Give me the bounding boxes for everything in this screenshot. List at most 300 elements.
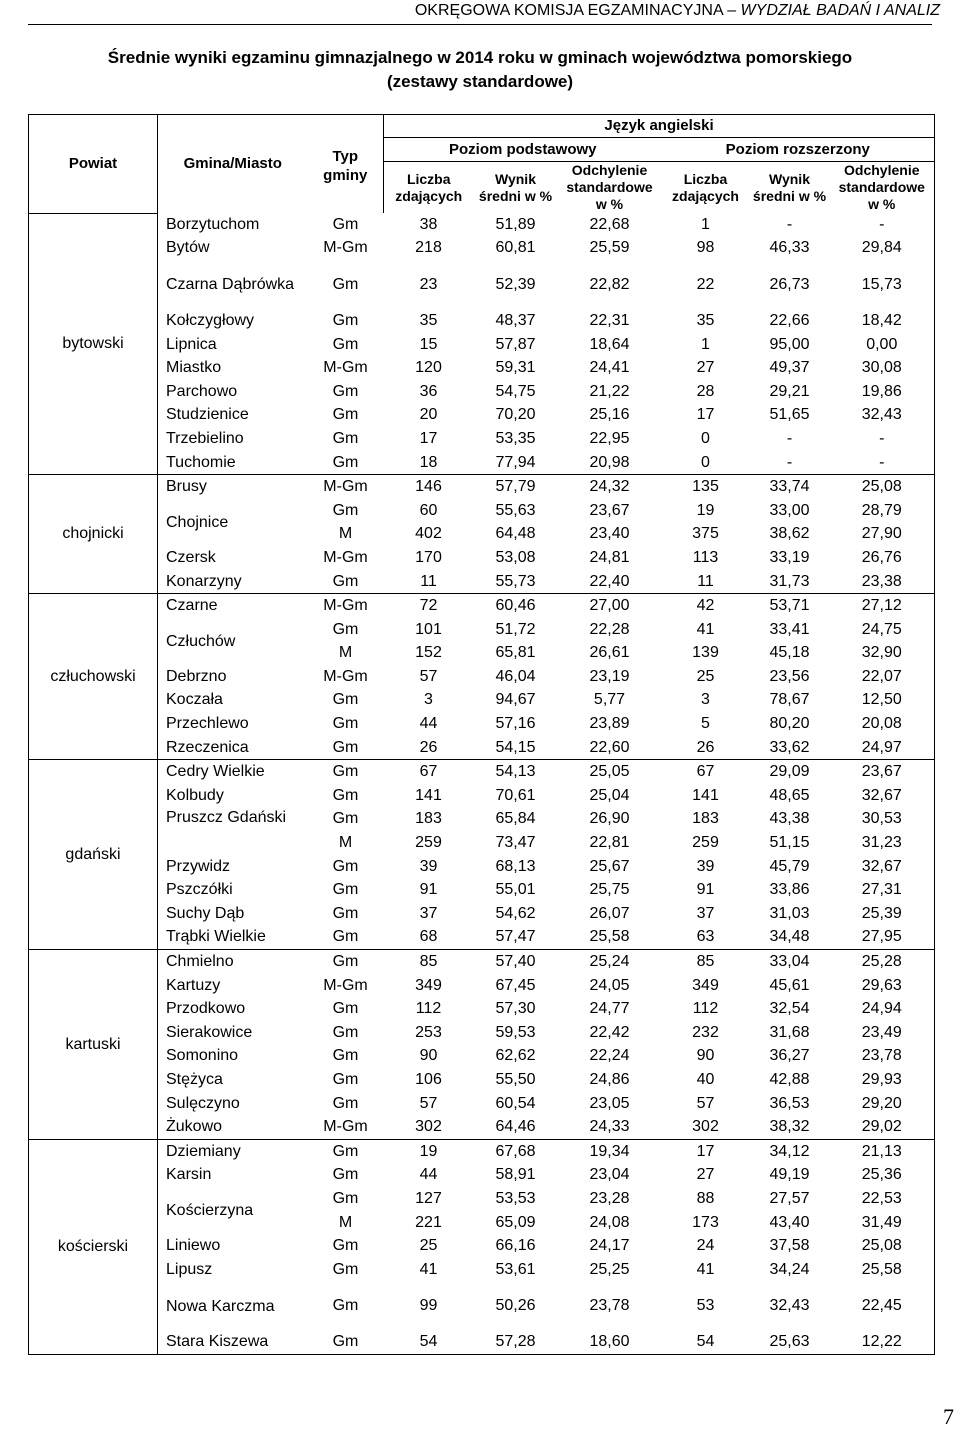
value-cell: 22,66 [769, 311, 810, 329]
value-cell: 27,12 [830, 594, 935, 618]
value-cell: 25,24 [589, 953, 630, 971]
powiat-cell: chojnicki [29, 475, 158, 594]
value-cell: 27,00 [589, 597, 630, 615]
value-cell: 23,89 [589, 715, 630, 733]
header-rule [28, 24, 932, 25]
value-cell: 23,05 [589, 1094, 630, 1112]
gmina-cell: Karsin [158, 1164, 308, 1188]
table-row [29, 736, 935, 760]
value-cell: 51,89 [495, 215, 536, 233]
typ-cell: M-Gm [323, 597, 368, 615]
value-cell: 32,43 [830, 404, 935, 428]
value-cell: 33,62 [750, 736, 830, 760]
typ-cell: Gm [332, 1070, 359, 1088]
typ-cell: Gm [332, 311, 359, 329]
table-head [29, 115, 935, 214]
value-cell: 65,84 [495, 810, 536, 828]
gmina-cell: Trąbki Wielkie [158, 926, 308, 950]
value-cell: 11 [662, 570, 750, 594]
value-cell: 22,95 [589, 429, 630, 447]
value-cell: 41 [696, 620, 715, 638]
typ-cell: Gm [332, 501, 359, 519]
value-cell: 23,78 [589, 1297, 630, 1315]
gmina-cell: Brusy [158, 475, 308, 499]
value-cell: 27,57 [769, 1189, 810, 1207]
value-cell: 19 [696, 501, 715, 519]
value-cell: 50,26 [495, 1297, 536, 1315]
value-cell: 51,65 [769, 406, 810, 424]
value-cell: 3 [701, 691, 710, 709]
value-cell: 60,46 [495, 597, 536, 615]
typ-cell: M [338, 644, 353, 662]
value-cell: 26,07 [589, 904, 630, 922]
gmina-cell: Bytów [158, 237, 308, 261]
value-cell: 64,48 [495, 525, 536, 543]
value-cell: 24,33 [558, 1115, 662, 1139]
value-cell: 35 [419, 311, 438, 329]
value-cell: 57,30 [495, 1000, 536, 1018]
gmina-cell: Tuchomie [158, 451, 308, 475]
typ-cell: M-Gm [308, 1115, 384, 1139]
value-cell: 20,98 [558, 451, 662, 475]
col-ext-count: Liczba zdających [672, 170, 739, 204]
typ-cell: Gm [308, 570, 384, 594]
col-basic-mean: Wynik średni w % [478, 170, 553, 204]
value-cell: 91 [419, 881, 438, 899]
gmina-cell: Koczała [158, 689, 308, 713]
gmina-cell: Przywidz [158, 855, 308, 879]
value-cell: 29,21 [769, 382, 810, 400]
table-row [29, 689, 935, 713]
value-cell: 51,15 [769, 834, 810, 852]
typ-cell: M-Gm [323, 239, 368, 257]
value-cell: 17 [696, 406, 715, 424]
typ-cell: Gm [332, 1023, 359, 1041]
value-cell: - [786, 429, 793, 447]
value-cell: 22,45 [830, 1282, 935, 1331]
table-row [29, 237, 935, 261]
value-cell: 34,24 [769, 1260, 810, 1278]
value-cell: 66,16 [495, 1237, 536, 1255]
value-cell: 183 [415, 810, 442, 828]
typ-cell: Gm [332, 1142, 359, 1160]
typ-cell: Gm [332, 857, 359, 875]
value-cell: 38 [419, 215, 438, 233]
table-row [29, 213, 935, 237]
typ-cell: Gm [332, 275, 359, 293]
value-cell: 33,04 [769, 953, 810, 971]
col-gmina: Gmina/Miasto [158, 115, 308, 214]
typ-cell: Gm [332, 406, 359, 424]
value-cell: 57,79 [495, 478, 536, 496]
value-cell: 27 [696, 1166, 715, 1184]
gmina-cell: Przodkowo [158, 997, 308, 1021]
value-cell: 23,04 [589, 1166, 630, 1184]
page-number: 7 [943, 1404, 954, 1429]
table-row [29, 404, 935, 428]
value-cell: 65,09 [495, 1213, 536, 1231]
value-cell: 70,20 [495, 406, 536, 424]
value-cell: 67 [696, 763, 715, 781]
header-dept: WYDZIAŁ BADAŃ I ANALIZ [740, 2, 940, 19]
value-cell: 18,42 [830, 309, 935, 333]
value-cell: 24,86 [589, 1070, 630, 1088]
value-cell: 41 [696, 1260, 715, 1278]
gmina-cell: Przechlewo [158, 712, 308, 736]
value-cell: 43,40 [769, 1213, 810, 1231]
value-cell: 19 [419, 1142, 438, 1160]
value-cell: 21,22 [589, 382, 630, 400]
value-cell: 25,05 [589, 763, 630, 781]
value-cell: 27,90 [830, 523, 935, 547]
typ-cell: M-Gm [323, 359, 368, 377]
gmina-cell: Trzebielino [158, 427, 308, 451]
col-ext-sd: Odchylenie standardowe w % [830, 162, 935, 214]
value-cell: 68,13 [495, 857, 536, 875]
value-cell: 112 [415, 1000, 442, 1018]
value-cell: 24,75 [830, 618, 935, 642]
value-cell: 18,60 [558, 1331, 662, 1355]
table-row [29, 808, 935, 832]
table-row [29, 309, 935, 333]
value-cell: 60,54 [495, 1094, 536, 1112]
value-cell: 25,59 [589, 239, 630, 257]
value-cell: - [830, 213, 935, 237]
value-cell: 25,67 [589, 857, 630, 875]
value-cell: 27,31 [830, 878, 935, 902]
table-row [29, 333, 935, 357]
table-row [29, 1115, 935, 1139]
value-cell: 24,94 [830, 997, 935, 1021]
value-cell: 37 [419, 904, 438, 922]
value-cell: 146 [415, 478, 442, 496]
value-cell: 112 [692, 1000, 719, 1018]
value-cell: 22,42 [589, 1023, 630, 1041]
value-cell: 67,68 [495, 1142, 536, 1160]
value-cell: 95,00 [769, 335, 810, 353]
value-cell: 127 [415, 1189, 442, 1207]
powiat-cell: kartuski [29, 950, 158, 1140]
typ-cell: Gm [332, 429, 359, 447]
value-cell: 24,32 [589, 478, 630, 496]
gmina-cell: Nowa Karczma [158, 1282, 308, 1331]
value-cell: 57,16 [495, 715, 536, 733]
gmina-cell: Borzytuchom [158, 213, 308, 237]
value-cell: 23,28 [589, 1189, 630, 1207]
value-cell: 45,61 [769, 976, 810, 994]
value-cell: 20 [419, 406, 438, 424]
value-cell: 55,63 [495, 501, 536, 519]
table-body [29, 213, 935, 1355]
gmina-cell: Somonino [158, 1045, 308, 1069]
value-cell: 59,53 [495, 1023, 536, 1041]
value-cell: 24,05 [589, 976, 630, 994]
value-cell: 106 [415, 1070, 442, 1088]
table-row [29, 427, 935, 451]
value-cell: 15 [419, 335, 438, 353]
value-cell: 25 [696, 667, 715, 685]
value-cell: 57 [419, 1094, 438, 1112]
value-cell: 22,24 [589, 1047, 630, 1065]
value-cell: 54 [384, 1331, 474, 1355]
value-cell: 18,64 [589, 335, 630, 353]
value-cell: 33,00 [769, 501, 810, 519]
value-cell: 25,08 [830, 1234, 935, 1258]
value-cell: 18 [384, 451, 474, 475]
value-cell: 23,40 [589, 525, 630, 543]
value-cell: 34,48 [750, 926, 830, 950]
value-cell: 1 [701, 335, 710, 353]
value-cell: 29,02 [830, 1115, 935, 1139]
typ-cell: Gm [332, 215, 359, 233]
value-cell: 33,86 [769, 881, 810, 899]
value-cell: 17 [419, 429, 438, 447]
value-cell: 22,40 [558, 570, 662, 594]
value-cell: 21,13 [830, 1139, 935, 1163]
value-cell: 23,49 [830, 1021, 935, 1045]
value-cell: 12,22 [830, 1331, 935, 1355]
value-cell: 101 [415, 620, 442, 638]
gmina-cell: Czarne [158, 594, 308, 618]
gmina-cell: Chmielno [158, 950, 308, 974]
value-cell: 38,62 [769, 525, 810, 543]
value-cell: 31,23 [830, 831, 935, 855]
value-cell: 62,62 [495, 1047, 536, 1065]
value-cell: 349 [415, 976, 442, 994]
value-cell: 91 [696, 881, 715, 899]
value-cell: 25,36 [830, 1164, 935, 1188]
table-row [29, 546, 935, 570]
value-cell: 221 [415, 1213, 442, 1231]
value-cell: 49,19 [769, 1166, 810, 1184]
table-row [29, 1164, 935, 1188]
table-row [29, 451, 935, 475]
table-row [29, 594, 935, 618]
value-cell: 22,68 [589, 215, 630, 233]
value-cell: 42 [696, 597, 715, 615]
value-cell: 11 [384, 570, 474, 594]
value-cell: 39 [419, 857, 438, 875]
value-cell: 36 [419, 382, 438, 400]
typ-cell: Gm [332, 904, 359, 922]
value-cell: 33,74 [769, 478, 810, 496]
gmina-cell: Studzienice [158, 404, 308, 428]
value-cell: 48,37 [495, 311, 536, 329]
gmina-cell: Lipnica [158, 333, 308, 357]
value-cell: 65,81 [495, 644, 536, 662]
value-cell: 141 [692, 786, 719, 804]
value-cell: 88 [696, 1189, 715, 1207]
gmina-cell: Cedry Wielkie [158, 760, 308, 784]
value-cell: 98 [696, 239, 715, 257]
value-cell: 218 [415, 239, 442, 257]
value-cell: 24 [696, 1237, 715, 1255]
value-cell: 22 [696, 275, 715, 293]
value-cell: 42,88 [769, 1070, 810, 1088]
powiat-cell: człuchowski [29, 594, 158, 760]
value-cell: 141 [415, 786, 442, 804]
value-cell: 253 [415, 1023, 442, 1041]
value-cell: 29,63 [830, 974, 935, 998]
value-cell: 57 [696, 1094, 715, 1112]
value-cell: 53,71 [769, 597, 810, 615]
table-row [29, 974, 935, 998]
value-cell: 5,77 [593, 691, 626, 709]
table-row [29, 1234, 935, 1258]
results-table [28, 114, 935, 1355]
value-cell: 0 [662, 451, 750, 475]
typ-cell: Gm [332, 715, 359, 733]
gmina-cell: Kościerzyna [158, 1187, 308, 1234]
typ-cell: M [338, 525, 353, 543]
value-cell: 232 [692, 1023, 719, 1041]
col-basic-sd: Odchylenie standardowe w % [566, 162, 653, 212]
value-cell: 23,67 [830, 760, 935, 784]
value-cell: 25,16 [589, 406, 630, 424]
value-cell: 44 [419, 715, 438, 733]
gmina-cell: Pruszcz Gdański [158, 808, 308, 855]
document-title [0, 46, 960, 94]
gmina-cell: Konarzyny [158, 570, 308, 594]
value-cell: 36,27 [769, 1047, 810, 1065]
table-row [29, 950, 935, 974]
col-subject: Język angielski [384, 115, 935, 138]
table-row [29, 997, 935, 1021]
gmina-cell: Sulęczyno [158, 1092, 308, 1116]
gmina-cell: Lipusz [158, 1258, 308, 1282]
typ-cell: Gm [332, 881, 359, 899]
value-cell: 53,53 [495, 1189, 536, 1207]
value-cell: 17 [696, 1142, 715, 1160]
value-cell: 29,20 [830, 1092, 935, 1116]
page-header [415, 2, 940, 20]
value-cell: 0 [701, 429, 710, 447]
value-cell: 70,61 [495, 786, 536, 804]
value-cell: 15,73 [830, 260, 935, 309]
table-row [29, 570, 935, 594]
gmina-cell: Rzeczenica [158, 736, 308, 760]
value-cell: 23,56 [769, 667, 810, 685]
value-cell: 53,61 [495, 1260, 536, 1278]
value-cell: 32,67 [830, 784, 935, 808]
value-cell: 302 [662, 1115, 750, 1139]
table-row [29, 1139, 935, 1163]
value-cell: 28,79 [830, 499, 935, 523]
value-cell: 29,93 [830, 1068, 935, 1092]
value-cell: 77,94 [474, 451, 558, 475]
value-cell: 259 [692, 834, 719, 852]
value-cell: 27,95 [830, 926, 935, 950]
value-cell: 30,08 [830, 356, 935, 380]
table-row [29, 784, 935, 808]
value-cell: 25 [419, 1237, 438, 1255]
gmina-cell: Czersk [158, 546, 308, 570]
gmina-cell: Sierakowice [158, 1021, 308, 1045]
value-cell: 139 [692, 644, 719, 662]
value-cell: 259 [415, 834, 442, 852]
value-cell: 26,90 [589, 810, 630, 828]
value-cell: 183 [692, 810, 719, 828]
value-cell: 44 [419, 1166, 438, 1184]
value-cell: 26 [384, 736, 474, 760]
value-cell: 53,35 [495, 429, 536, 447]
value-cell: 22,53 [830, 1187, 935, 1211]
value-cell: 19,86 [830, 380, 935, 404]
value-cell: 67,45 [495, 976, 536, 994]
table-row [29, 1331, 935, 1355]
value-cell: 32,54 [769, 1000, 810, 1018]
typ-cell: Gm [332, 1297, 359, 1315]
table-row [29, 499, 935, 523]
gmina-cell: Pszczółki [158, 878, 308, 902]
typ-cell: Gm [332, 620, 359, 638]
value-cell: 99 [419, 1297, 438, 1315]
title-line-2: (zestawy standardowe) [386, 72, 574, 91]
value-cell: 72 [419, 597, 438, 615]
value-cell: 24,17 [589, 1237, 630, 1255]
value-cell: 51,72 [495, 620, 536, 638]
value-cell: 90 [419, 1047, 438, 1065]
table-row [29, 878, 935, 902]
gmina-cell: Stężyca [158, 1068, 308, 1092]
typ-cell: M [338, 834, 353, 852]
value-cell: 57,47 [474, 926, 558, 950]
typ-cell: Gm [332, 1189, 359, 1207]
value-cell: 80,20 [769, 715, 810, 733]
value-cell: 25,28 [830, 950, 935, 974]
value-cell: 55,73 [474, 570, 558, 594]
typ-cell: M-Gm [323, 478, 368, 496]
table-row [29, 475, 935, 499]
value-cell: 302 [384, 1115, 474, 1139]
typ-cell: Gm [332, 953, 359, 971]
value-cell: 1 [701, 215, 710, 233]
value-cell: 57,28 [474, 1331, 558, 1355]
typ-cell: Gm [332, 691, 359, 709]
gmina-cell: Stara Kiszewa [158, 1331, 308, 1355]
value-cell: 63 [662, 926, 750, 950]
value-cell: 46,33 [769, 239, 810, 257]
value-cell: 22,28 [589, 620, 630, 638]
typ-cell: Gm [332, 1000, 359, 1018]
value-cell: 78,67 [769, 691, 810, 709]
value-cell: - [750, 451, 830, 475]
value-cell: 19,34 [589, 1142, 630, 1160]
value-cell: 57,40 [495, 953, 536, 971]
value-cell: 20,08 [830, 712, 935, 736]
gmina-cell: Kołczygłowy [158, 309, 308, 333]
gmina-cell: Kolbudy [158, 784, 308, 808]
value-cell: 54,62 [495, 904, 536, 922]
value-cell: 58,91 [495, 1166, 536, 1184]
value-cell: 45,18 [769, 644, 810, 662]
value-cell: 25,25 [589, 1260, 630, 1278]
value-cell: 43,38 [769, 810, 810, 828]
typ-cell: M [338, 1213, 353, 1231]
value-cell: 113 [692, 548, 719, 566]
value-cell: 57,87 [495, 335, 536, 353]
value-cell: 26,76 [830, 546, 935, 570]
table-row [29, 902, 935, 926]
col-basic-count: Liczba zdających [395, 170, 463, 204]
typ-cell: Gm [332, 786, 359, 804]
title-line-1: Średnie wyniki egzaminu gimnazjalnego w 2014 roku w gminach województwa pomorskiego [107, 48, 853, 67]
table-row [29, 380, 935, 404]
header-org: OKRĘGOWA KOMISJA EGZAMINACYJNA – [414, 2, 741, 19]
value-cell: 24,77 [589, 1000, 630, 1018]
value-cell: 85 [696, 953, 715, 971]
value-cell: 23,78 [830, 1045, 935, 1069]
